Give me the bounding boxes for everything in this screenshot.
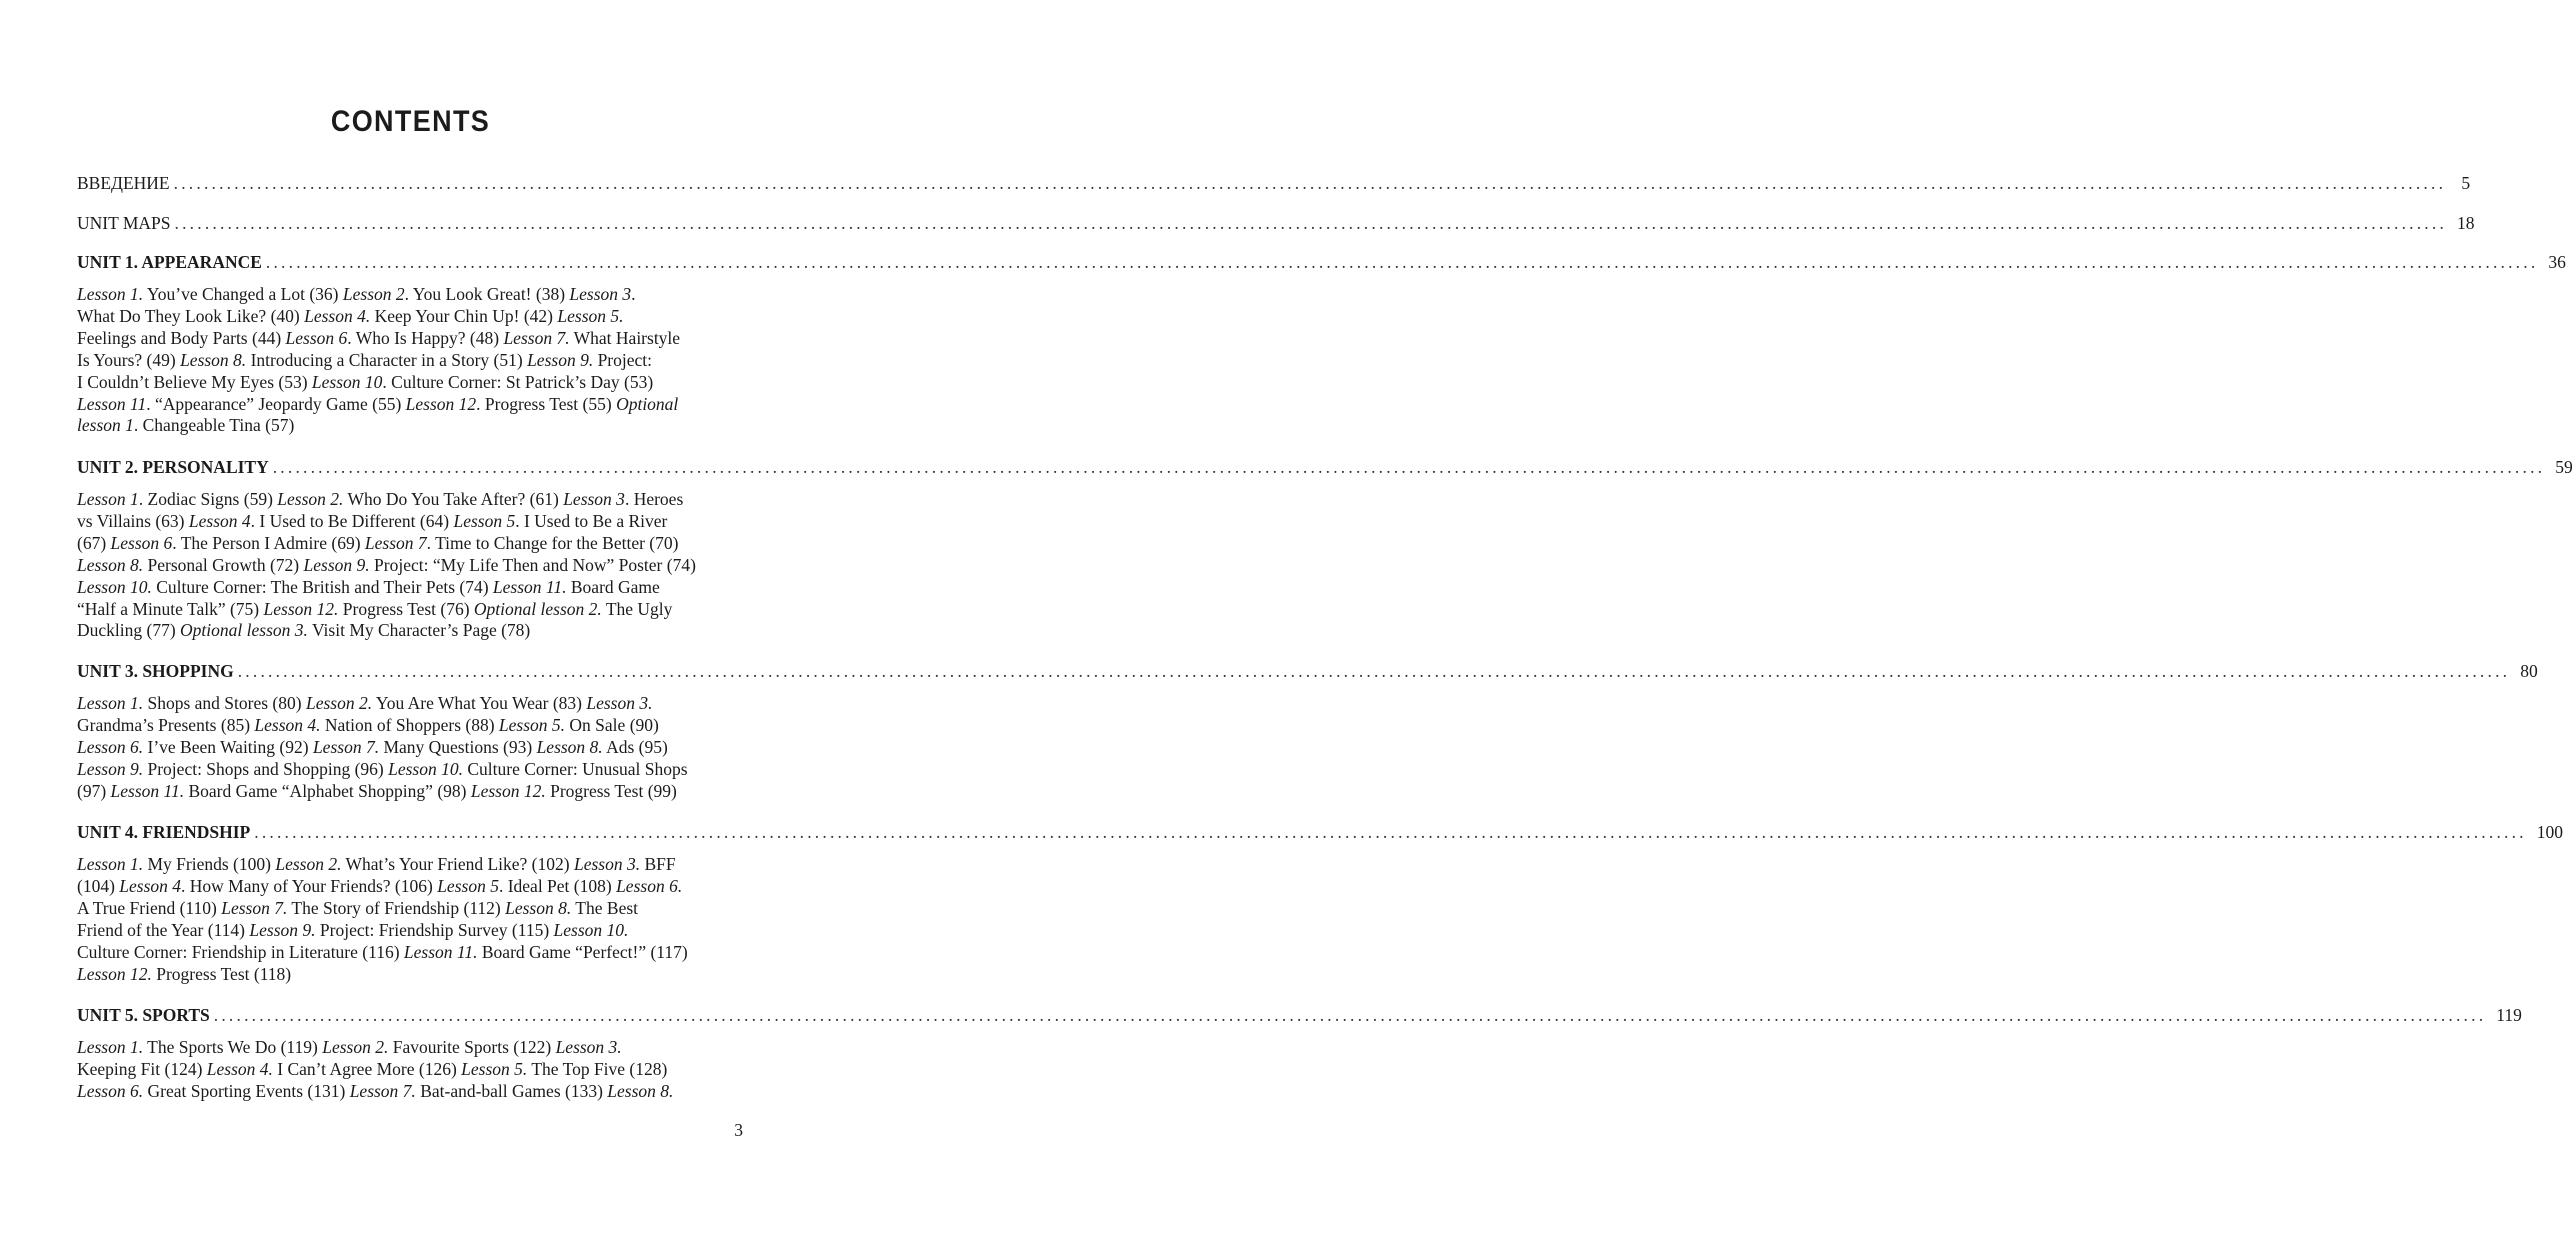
unit-heading: UNIT 2. PERSONALITY: [77, 457, 269, 477]
lesson-ref: Lesson 4.: [206, 1058, 273, 1079]
lesson-title: Shops and Stores (80): [143, 693, 306, 713]
lesson-title: . Who Is Happy? (48): [347, 327, 504, 348]
unit-heading: UNIT 4. FRIENDSHIP: [77, 822, 251, 842]
lesson-ref: Lesson 6.: [77, 736, 144, 757]
lesson-title: . Time to Change for the Better (70): [426, 532, 679, 553]
lesson-line: [77, 759, 717, 781]
lesson-title: . Heroes: [624, 489, 684, 509]
lesson-line: [77, 876, 717, 898]
page-title: CONTENTS: [330, 105, 491, 138]
unit-heading: UNIT 1. APPEARANCE: [77, 252, 262, 272]
lesson-ref: Lesson 4: [188, 510, 251, 531]
lesson-line: [77, 964, 717, 986]
lesson-title: Culture Corner: Unusual Shops: [463, 758, 688, 779]
lesson-line: [77, 781, 717, 803]
lesson-line: [77, 555, 717, 577]
lesson-list: [77, 284, 717, 437]
lesson-line: [77, 854, 717, 876]
lesson-ref: Lesson 3.: [573, 854, 641, 874]
lesson-ref: Lesson 1.: [77, 854, 144, 874]
lesson-title: The Story of Friendship (112): [287, 897, 506, 918]
lesson-ref: Optional lesson 2.: [473, 598, 602, 619]
toc-entry-page: 59: [2555, 457, 2573, 477]
leader-dots: ............................................................................................................................................................................................................................................................................................................: [237, 661, 2511, 681]
lesson-title: I Couldn’t Believe My Eyes (53): [77, 371, 312, 392]
lesson-ref: Lesson 4: [119, 875, 182, 896]
lesson-title: . Ideal Pet (108): [498, 875, 617, 896]
lesson-title: Duckling (77): [77, 620, 181, 641]
lesson-title: Nation of Shoppers (88): [320, 714, 499, 735]
lesson-ref: Lesson 11.: [492, 576, 567, 597]
lesson-line: [77, 577, 717, 599]
lesson-ref: Lesson 2.: [275, 854, 342, 874]
lesson-line: [77, 306, 717, 328]
lesson-line: [77, 620, 717, 642]
lesson-ref: Lesson 1.: [77, 1037, 144, 1057]
lesson-ref: Lesson 9.: [527, 349, 594, 370]
lesson-ref: Lesson 5: [453, 510, 516, 531]
lesson-title: Friend of the Year (114): [77, 919, 250, 940]
lesson-ref: Lesson 8.: [180, 349, 247, 370]
lesson-ref: Lesson 6.: [77, 1080, 144, 1101]
toc-entry-page: 5: [2461, 173, 2471, 193]
lesson-line: [77, 415, 717, 437]
lesson-ref: Lesson 4.: [254, 714, 321, 735]
lesson-title: (97): [77, 780, 111, 801]
lesson-ref: Lesson 8.: [536, 736, 603, 757]
lesson-line: [77, 284, 717, 306]
lesson-ref: Lesson 1: [77, 489, 139, 509]
lesson-ref: Lesson 6: [285, 327, 348, 348]
lesson-title: . I Used to Be a River: [515, 510, 668, 531]
lesson-title: . Culture Corner: St Patrick’s Day (53): [382, 371, 654, 392]
lesson-line: [77, 394, 717, 416]
lesson-title: Bat-and-ball Games (133): [415, 1080, 608, 1101]
lesson-ref: Lesson 10: [311, 371, 383, 392]
toc-entry-page: 119: [2496, 1005, 2522, 1025]
lesson-ref: Lesson 3.: [586, 693, 653, 713]
lesson-ref: lesson 1: [77, 415, 134, 436]
lesson-ref: Lesson 9.: [249, 919, 316, 940]
lesson-title: The Ugly: [601, 598, 673, 619]
lesson-list: [77, 489, 717, 642]
unit-heading: UNIT 3. SHOPPING: [77, 661, 234, 681]
lesson-line: [77, 715, 717, 737]
lesson-ref: Lesson 2.: [305, 693, 373, 713]
unit-heading: UNIT 5. SPORTS: [77, 1005, 210, 1025]
lesson-list: [77, 854, 717, 985]
lesson-ref: Lesson 8.: [77, 554, 144, 575]
lesson-title: . Zodiac Signs (59): [138, 489, 278, 509]
lesson-ref: Lesson 12.: [470, 780, 546, 801]
lesson-title: Keep Your Chin Up! (42): [370, 305, 558, 326]
lesson-title: BFF: [640, 854, 676, 874]
lesson-title: The Sports We Do (119): [143, 1037, 323, 1057]
lesson-ref: Lesson 12.: [77, 963, 152, 984]
lesson-ref: Lesson 6.: [616, 875, 683, 896]
toc-entry-intro[interactable]: [77, 172, 2471, 194]
toc-entry-unit-maps[interactable]: [77, 212, 2475, 234]
lesson-ref: Lesson 4.: [304, 305, 371, 326]
lesson-ref: Lesson 8.: [607, 1080, 674, 1101]
lesson-ref: Lesson 2.: [322, 1037, 389, 1057]
lesson-title: Introducing a Character in a Story (51): [246, 349, 528, 370]
lesson-title: Board Game “Alphabet Shopping” (98): [184, 780, 471, 801]
lesson-title: Ads (95): [602, 736, 668, 757]
lesson-ref: Lesson 7.: [503, 327, 570, 348]
lesson-ref: Lesson 8.: [505, 897, 572, 918]
lesson-list: [77, 1037, 717, 1103]
lesson-title: Visit My Character’s Page (78): [307, 620, 531, 641]
lesson-title: Project:: [593, 349, 653, 370]
lesson-ref: Lesson 7: [364, 532, 427, 553]
lesson-ref: Lesson 5: [437, 875, 499, 896]
lesson-line: [77, 920, 717, 942]
lesson-line: [77, 350, 717, 372]
lesson-title: On Sale (90): [565, 714, 659, 735]
lesson-ref: Lesson 1.: [77, 693, 144, 713]
lesson-title: Board Game: [566, 576, 660, 597]
toc-entry-label: ВВЕДЕНИЕ: [77, 173, 170, 193]
lesson-title: vs Villains (63): [77, 510, 189, 531]
toc-entry-page: 18: [2457, 213, 2475, 233]
lesson-title: Board Game “Perfect!” (117): [477, 941, 688, 962]
lesson-ref: Lesson 12.: [263, 598, 339, 619]
lesson-title: Feelings and Body Parts (44): [77, 327, 286, 348]
lesson-ref: Lesson 5.: [498, 714, 566, 735]
leader-dots: ............................................................................................................................................................................................................................................................................................................: [265, 252, 2539, 272]
lesson-title: Project: Shops and Shopping (96): [143, 758, 389, 779]
lesson-line: [77, 942, 717, 964]
lesson-title: Is Yours? (49): [77, 349, 181, 370]
lesson-ref: Lesson 9.: [77, 758, 144, 779]
lesson-line: [77, 693, 717, 715]
lesson-line: [77, 328, 717, 350]
lesson-title: Project: Friendship Survey (115): [315, 919, 554, 940]
lesson-title: . The Person I Admire (69): [172, 532, 365, 553]
lesson-ref: Optional lesson 3.: [180, 620, 308, 641]
lesson-title: Culture Corner: The British and Their Pets (74): [151, 576, 493, 597]
lesson-title: I’ve Been Waiting (92): [143, 736, 313, 757]
lesson-ref: Lesson 2: [342, 284, 405, 304]
lesson-ref: Optional: [616, 393, 679, 414]
lesson-ref: Lesson 7.: [221, 897, 288, 918]
lesson-title: Progress Test (99): [545, 780, 677, 801]
lesson-ref: Lesson 5.: [461, 1058, 528, 1079]
lesson-title: (104): [77, 875, 120, 896]
lesson-title: . Changeable Tina (57): [133, 415, 295, 436]
lesson-line: [77, 737, 717, 759]
lesson-title: Many Questions (93): [379, 736, 537, 757]
lesson-title: . Progress Test (55): [476, 393, 617, 414]
lesson-line: [77, 372, 717, 394]
lesson-title: “Half a Minute Talk” (75): [77, 598, 264, 619]
toc-entry-label: UNIT MAPS: [77, 213, 171, 233]
lesson-title: Project: “My Life Then and Now” Poster (74): [369, 554, 696, 575]
lesson-ref: Lesson 10.: [553, 919, 629, 940]
lesson-line: [77, 898, 717, 920]
lesson-line: [77, 1059, 717, 1081]
lesson-ref: Lesson 12: [405, 393, 477, 414]
lesson-line: [77, 489, 717, 511]
lesson-title: You Are What You Wear (83): [372, 693, 587, 713]
lesson-title: What Do They Look Like? (40): [77, 305, 305, 326]
lesson-line: [77, 511, 717, 533]
toc-entry-unit-1[interactable]: [77, 251, 2566, 273]
leader-dots: ............................................................................................................................................................................................................................................................................................................: [174, 213, 2448, 233]
lesson-line: [77, 533, 717, 555]
leader-dots: ............................................................................................................................................................................................................................................................................................................: [254, 822, 2527, 842]
lesson-ref: Lesson 1.: [77, 284, 144, 304]
lesson-ref: Lesson 2.: [277, 489, 344, 509]
toc-entry-page: 100: [2536, 822, 2563, 842]
lesson-title: My Friends (100): [143, 854, 276, 874]
lesson-title: Progress Test (118): [151, 963, 292, 984]
lesson-ref: Lesson 5.: [557, 305, 624, 326]
lesson-ref: Lesson 3: [563, 489, 625, 509]
lesson-title: Culture Corner: Friendship in Literature (116): [77, 941, 404, 962]
lesson-title: Personal Growth (72): [143, 554, 304, 575]
lesson-title: . “Appearance” Jeopardy Game (55): [146, 393, 406, 414]
lesson-ref: Lesson 11.: [403, 941, 478, 962]
lesson-line: [77, 599, 717, 621]
lesson-ref: Lesson 10.: [77, 576, 152, 597]
toc-entry-unit-3[interactable]: [77, 660, 2538, 682]
lesson-ref: Lesson 9.: [303, 554, 370, 575]
lesson-line: [77, 1081, 717, 1103]
lesson-title: . How Many of Your Friends? (106): [181, 875, 438, 896]
lesson-ref: Lesson 10.: [388, 758, 463, 779]
leader-dots: ............................................................................................................................................................................................................................................................................................................: [272, 457, 2546, 477]
lesson-ref: Lesson 11.: [110, 780, 185, 801]
lesson-title: (67): [77, 532, 111, 553]
lesson-title: .: [631, 284, 636, 304]
lesson-title: . I Used to Be Different (64): [250, 510, 454, 531]
toc-entry-page: 80: [2520, 661, 2538, 681]
lesson-title: Grandma’s Presents (85): [77, 714, 255, 735]
page-number: 3: [734, 1120, 743, 1140]
lesson-title: . You Look Great! (38): [404, 284, 570, 304]
lesson-ref: Lesson 3.: [555, 1037, 622, 1057]
lesson-title: Who Do You Take After? (61): [343, 489, 564, 509]
toc-entry-unit-2[interactable]: [77, 456, 2573, 478]
toc-entry-unit-4[interactable]: [77, 821, 2563, 843]
lesson-list: [77, 693, 717, 803]
lesson-title: What’s Your Friend Like? (102): [341, 854, 574, 874]
toc-entry-page: 36: [2548, 252, 2566, 272]
lesson-title: You’ve Changed a Lot (36): [143, 284, 343, 304]
lesson-ref: Lesson 3: [569, 284, 632, 304]
lesson-ref: Lesson 7.: [349, 1080, 416, 1101]
lesson-title: Keeping Fit (124): [77, 1058, 207, 1079]
lesson-title: The Best: [571, 897, 639, 918]
leader-dots: ............................................................................................................................................................................................................................................................................................................: [173, 173, 2447, 193]
lesson-title: Favourite Sports (122): [388, 1037, 556, 1057]
lesson-title: I Can’t Agree More (126): [272, 1058, 462, 1079]
lesson-line: [77, 1037, 717, 1059]
lesson-ref: Lesson 6: [110, 532, 173, 553]
lesson-title: The Top Five (128): [527, 1058, 668, 1079]
lesson-title: What Hairstyle: [569, 327, 681, 348]
lesson-title: Progress Test (76): [338, 598, 474, 619]
leader-dots: ............................................................................................................................................................................................................................................................................................................: [213, 1005, 2487, 1025]
toc-entry-unit-5[interactable]: [77, 1004, 2522, 1026]
lesson-title: Great Sporting Events (131): [143, 1080, 350, 1101]
lesson-ref: Lesson 11: [77, 393, 147, 414]
lesson-ref: Lesson 7.: [312, 736, 380, 757]
lesson-title: A True Friend (110): [77, 897, 222, 918]
